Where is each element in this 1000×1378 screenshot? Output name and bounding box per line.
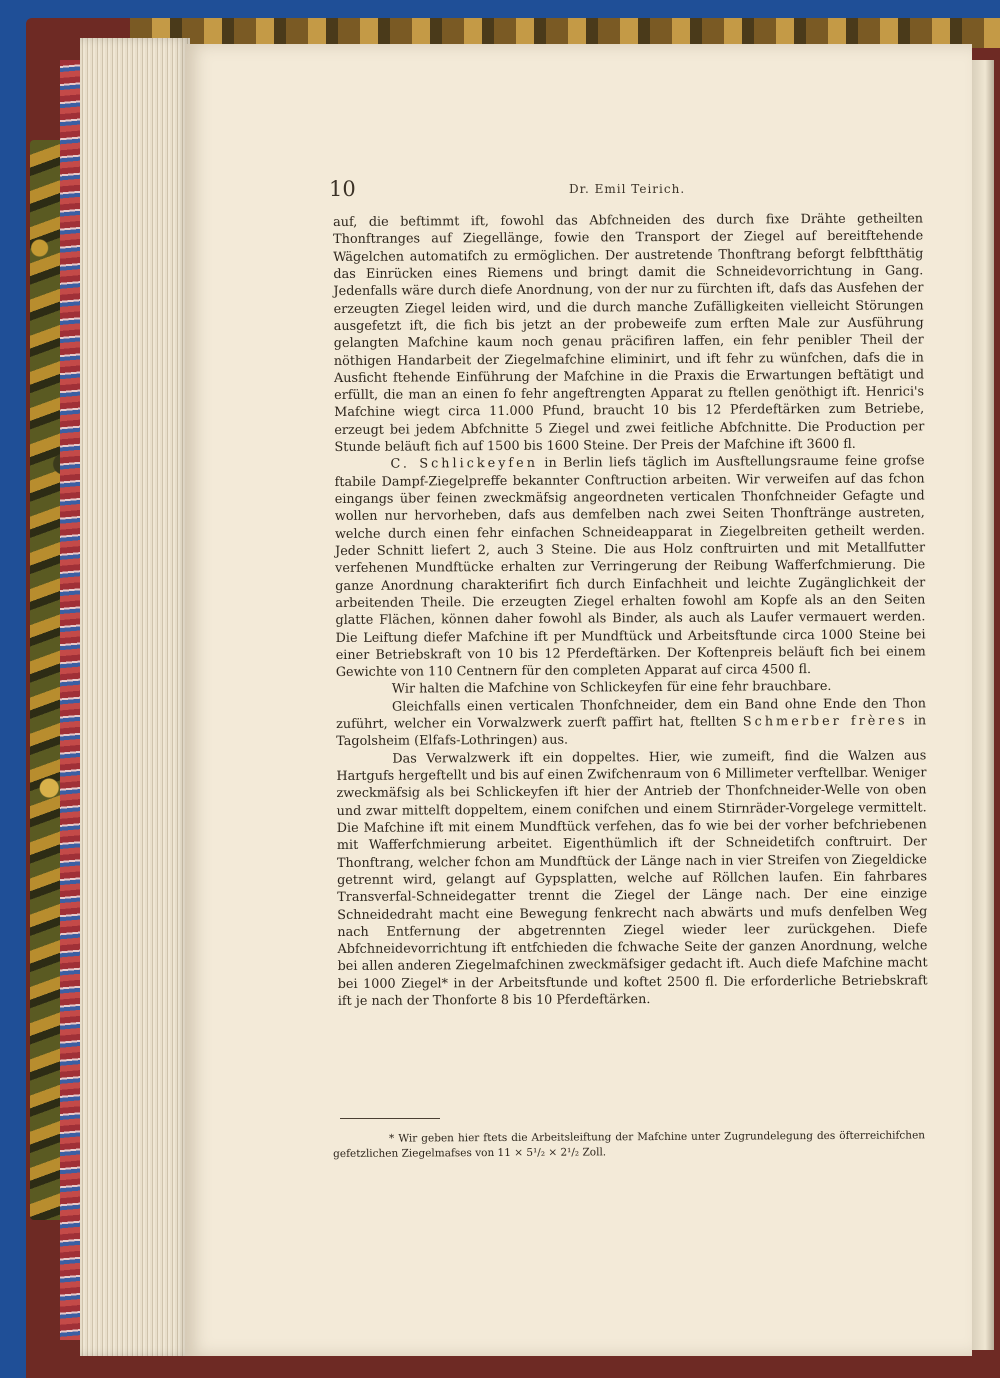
name-schlickeysen: C. Schlickeyfen <box>390 456 539 473</box>
paragraph-5: Das Verwalzwerk ift ein doppeltes. Hier, wie zumeift, find die Walzen aus Hartgufs hergeftellt und bis auf einen Zwifchenraum von 6 Millimeter verftellbar. Weniger zweckmäfsig als bei Schlickeyfen ift hier der Antrieb der Thonfchneider-Welle von oben und zwar mittelft doppeltem, einem conifchen und einem Stirnräder-Vorgelege vermittelt. Die Mafchine ift mit einem Mundftück verfehen, das fo wie bei der vorher befchriebenen mit Wafferfchmierung arbeitet. Eigenthümlich ift der Schneidetifch conftruirt. Der Thonftrang, welcher fchon am Mundftück der Länge nach in vier Streifen von Ziegeldicke getrennt wird, gelangt auf Gypsplatten, welche auf Röllchen laufen. Ein fahrbares Transverfal-Schneidegatter trennt die Ziegel der Länge nach. Der eine einzige Schneidedraht macht eine Bewegung fenkrecht nach abwärts und mufs denfelben Weg nach Entfernung der abgetrennten Ziegel wieder leer zurückgehen. Diefe Abfchneidevorrichtung ift entfchieden die fchwache Seite der ganzen Anordnung, welche bei allen anderen Ziegelmafchinen zweckmäfsiger gedacht ift. Auch diefe Mafchine macht bei 1000 Ziegel* in der Arbeitsftunde und koftet 2500 fl. Die erforderliche Betriebskraft ift je nach der Thonforte 8 bis 10 Pferdeftärken. <box>336 748 928 1010</box>
paragraph-4-text-a: Gleichfalls einen verticalen Thonfchneider, dem ein Band ohne Ende den Thon zuführt, welcher ein Vorwalzwerk zuerft paffirt hat, ftellten <box>336 696 927 733</box>
page-right-edge <box>972 60 994 1350</box>
footnote-rule <box>340 1118 440 1119</box>
page-header <box>329 176 929 206</box>
name-schmerber: Schmerber frères <box>742 713 908 730</box>
paragraph-3: Wir halten die Mafchine von Schlickeyfen für eine fehr brauchbare. <box>391 679 832 698</box>
paragraph-4 <box>336 695 926 751</box>
page-stack-edge <box>80 38 190 1356</box>
body-text <box>333 210 928 1010</box>
page-number: 10 <box>329 177 356 201</box>
running-head: Dr. Emil Teirich. <box>569 182 686 196</box>
paragraph-2 <box>334 453 925 682</box>
paragraph-2-text: in Berlin liefs täglich im Ausftellungsraume feine grofse ftabile Dampf-Ziegelpreffe bekannter Conftruction arbeiten. Wir verweifen auf das fchon eingangs über feinen zweckmäfsig angeordneten verticalen Thonfchneider Gefagte und wollen nur hervorheben, dafs aus demfelben nach zwei Seiten Thonftränge austreten, welche durch einen fehr einfachen Schneideapparat in Ziegelbreiten getheilt werden. Jeder Schnitt liefert 2, auch 3 Steine. Die aus Holz conftruirten und mit Metallfutter verfehenen Mundftücke erhalten zur Verringerung der Reibung Wafferfchmierung. Die ganze Anordnung charakterifirt fich durch Einfachheit und leichte Zugänglichkeit der arbeitenden Theile. Die erzeugten Ziegel erhalten fowohl am Kopfe als an den Seiten glatte Flächen, können daher fowohl als Binder, als auch als Laufer vermauert werden. Die Leiftung diefer Mafchine ift per Mundftück und Arbeitsftunde circa 1000 Steine bei einer Betriebskraft von 10 bis 12 Pferdeftärken. Der Koftenpreis beläuft fich bei einem Gewichte von 110 Centnern für den completen Apparat auf circa 4500 fl. <box>334 453 926 681</box>
paragraph-1: auf, die beftimmt ift, fowohl das Abfchneiden des durch fixe Drähte getheilten Thonftranges auf Ziegellänge, fowie den Transport der Ziegel auf bereitftehende Wägelchen automatifch zu ermöglichen. Der austretende Thonftrang beforgt felbftthätig das Einrücken eines Riemens und bringt damit die Schneidevorrichtung in Gang. Jedenfalls wäre durch diefe Anordnung, von der nur zu fürchten ift, dafs das Ausfehen der erzeugten Ziegel leiden wird, und die durch manche Zufälligkeiten vielleicht Störungen ausgefetzt ift, die fich bis jetzt an der probeweife zum erften Male zur Ausführung gelangten Mafchine kaum noch genau präcifiren laffen, ein fehr penibler Theil der nöthigen Handarbeit der Ziegelmafchine eliminirt, und ift fehr zu wünfchen, dafs die in Ausficht ftehende Einführung der Mafchine in die Praxis die Erwartungen beftätigt und erfüllt, die man an einen fo fehr angeftrengten Apparat zu ftellen genöthigt ift. Henrici's Mafchine wiegt circa 11.000 Pfund, braucht 10 bis 12 Pferdeftärken zum Betriebe, erzeugt bei jedem Abfchnitte 5 Ziegel und zwei feitliche Abfchnitte. Die Production per Stunde beläuft fich auf 1500 bis 1600 Steine. Der Preis der Mafchine ift 3600 fl. <box>333 211 925 456</box>
footnote: * Wir geben hier ftets die Arbeitsleiftung der Mafchine unter Zugrundelegung des öfterreichifchen gefetzlichen Ziegelmafses von 11 × 5¹/₂ × 2¹/₂ Zoll. <box>333 1129 926 1160</box>
paragraph-4-text-b: in Tagolsheim (Elfafs-Lothringen) aus. <box>336 713 927 750</box>
